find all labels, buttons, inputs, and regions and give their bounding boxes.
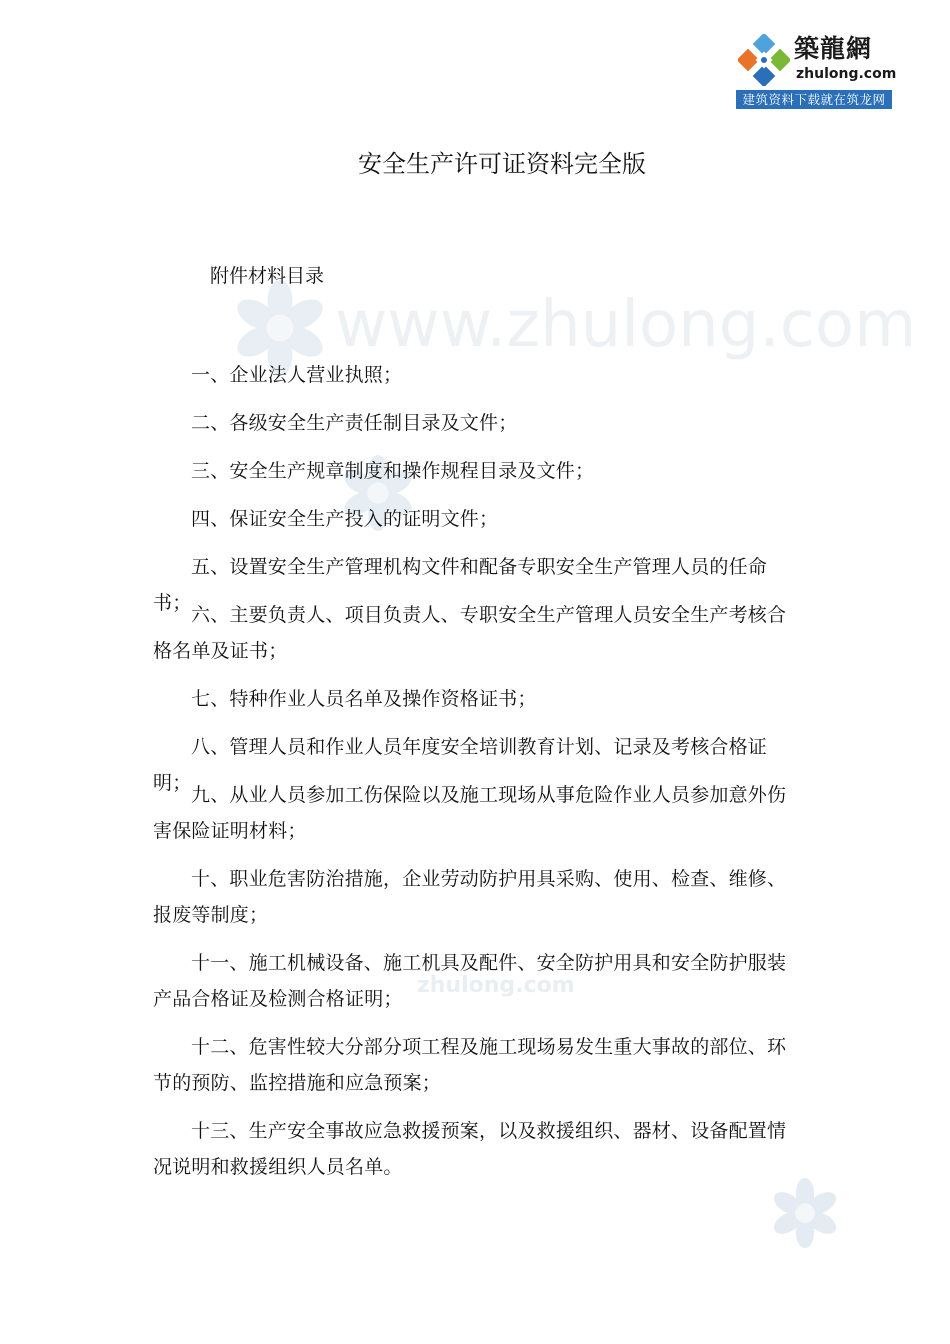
document-subheading: 附件材料目录 — [210, 265, 325, 287]
list-item: 四、保证安全生产投入的证明文件； — [191, 508, 499, 530]
list-item: 二、各级安全生产责任制目录及文件； — [191, 412, 518, 434]
logo-name: 築龍網 — [794, 34, 873, 63]
list-item: 九、从业人员参加工伤保险以及施工现场从事危险作业人员参加意外伤害保险证明材料； — [153, 784, 787, 842]
watermark-text: www.zhulong.com — [335, 288, 917, 362]
list-item: 八、管理人员和作业人员年度安全培训教育计划、记录及考核合格证明； — [153, 736, 768, 794]
logo-top — [736, 30, 897, 88]
watermark-flower-icon — [770, 1178, 840, 1248]
list-item: 十、职业危害防治措施，企业劳动防护用具采购、使用、检查、维修、报废等制度； — [153, 868, 787, 926]
watermark-text-small: zhulong.com — [417, 973, 575, 998]
document-title: 安全生产许可证资料完全版 — [358, 150, 646, 178]
list-item: 一、企业法人营业执照； — [191, 364, 403, 386]
list-item: 七、特种作业人员名单及操作资格证书； — [191, 688, 537, 710]
list-item: 十一、施工机械设备、施工机具及配件、安全防护用具和安全防护服装产品合格证及检测合格证明； — [153, 952, 787, 1010]
logo-slogan: 建筑资料下载就在筑龙网 — [736, 90, 892, 109]
list-item: 五、设置安全生产管理机构文件和配备专职安全生产管理人员的任命书； — [153, 556, 768, 614]
list-item: 十二、危害性较大分部分项工程及施工现场易发生重大事故的部位、环节的预防、监控措施和应急预案； — [153, 1036, 787, 1094]
list-item: 六、主要负责人、项目负责人、专职安全生产管理人员安全生产考核合格名单及证书； — [153, 604, 787, 662]
list-item: 三、安全生产规章制度和操作规程目录及文件； — [191, 460, 595, 482]
logo-domain: zhulong.com — [796, 66, 897, 82]
list-item: 十三、生产安全事故应急救援预案，以及救援组织、器材、设备配置情况说明和救援组织人员名单。 — [153, 1120, 787, 1178]
logo-snowflake-icon — [738, 34, 790, 86]
zhulong-logo — [736, 30, 897, 109]
